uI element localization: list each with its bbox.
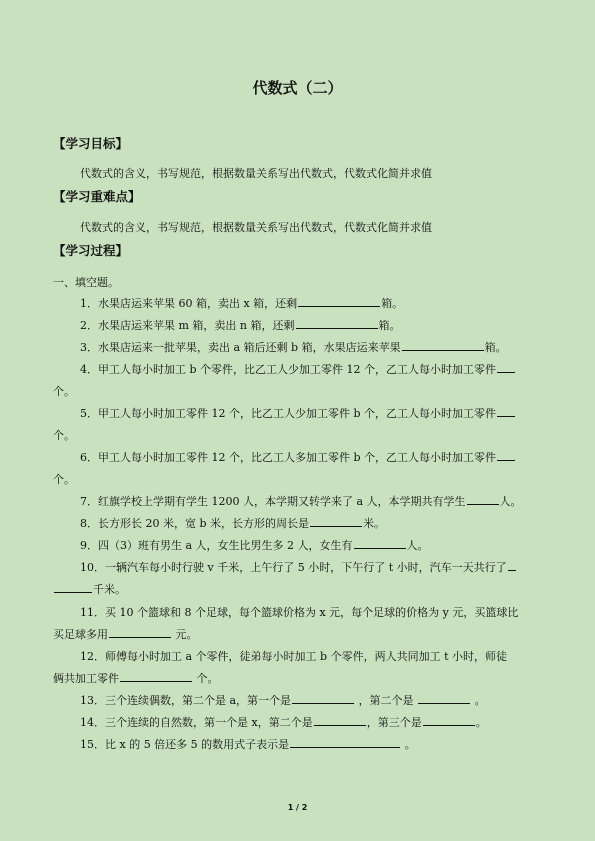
q8-text: 8．长方形长 20 米，宽 b 米，长方形的周长是 (80, 517, 310, 530)
question-1 (80, 295, 403, 311)
q12-text: 12．师傅每小时加工 a 个零件，徒弟每小时加工 b 个零件，两人共同加工 t 小时，师徒 (80, 650, 507, 663)
q6-tail: 个。 (53, 473, 75, 486)
q10-blank-b[interactable] (54, 581, 92, 593)
q12-blank[interactable] (120, 670, 192, 682)
question-4 (80, 361, 516, 377)
q5-tail: 个。 (53, 429, 75, 442)
q9-blank[interactable] (354, 537, 406, 549)
page-number: 1 / 2 (287, 803, 308, 812)
q14-blank-b[interactable] (423, 714, 475, 726)
goal-text: 代数式的含义，书写规范，根据数量关系写出代数式，代数式化简并求值 (80, 167, 432, 180)
question-15 (80, 736, 416, 752)
question-10 (80, 559, 517, 575)
q11-line2 (53, 626, 198, 642)
q2-blank[interactable] (296, 317, 378, 329)
q15-tail: 。 (404, 738, 416, 751)
q12-tail: 个。 (196, 672, 219, 685)
question-11 (80, 604, 518, 620)
q11-tail: 元。 (175, 628, 198, 641)
q3-tail: 箱。 (484, 341, 507, 354)
q15-blank[interactable] (290, 736, 400, 748)
goal-heading: 【学习目标】 (53, 136, 129, 151)
q1-tail: 箱。 (381, 297, 404, 310)
question-8 (80, 515, 385, 531)
q1-text: 1．水果店运来苹果 60 箱，卖出 x 箱，还剩 (80, 297, 298, 310)
question-2 (80, 317, 401, 333)
question-12 (80, 648, 507, 664)
q11-blank[interactable] (109, 626, 171, 638)
question-6 (80, 449, 516, 465)
q10-text: 10．一辆汽车每小时行驶 v 千米，上午行了 5 小时，下午行了 t 小时，汽车一天共行了 (80, 561, 507, 574)
q13-blank-a[interactable] (292, 692, 354, 704)
q13-text: 13．三个连续偶数，第二个是 a，第一个是 (80, 694, 292, 707)
q4-text: 4．甲工人每小时加工 b 个零件，比乙工人少加工零件 12 个，乙工人每小时加工零件 (80, 363, 497, 376)
q12-line2 (53, 670, 219, 686)
q6-text: 6．甲工人每小时加工零件 12 个，比乙工人多加工零件 b 个，乙工人每小时加工零件 (80, 451, 497, 464)
question-5 (80, 405, 516, 421)
question-7 (80, 493, 522, 509)
q6-blank[interactable] (497, 449, 515, 461)
q13-blank-b[interactable] (418, 692, 470, 704)
q4-tail: 个。 (53, 385, 75, 398)
q10-blank-a[interactable] (508, 559, 516, 571)
q14-blank-a[interactable] (314, 714, 366, 726)
key-heading: 【学习重难点】 (53, 189, 141, 204)
process-heading: 【学习过程】 (53, 243, 129, 258)
q13-tail: 。 (474, 694, 486, 707)
q9-tail: 人。 (406, 539, 429, 552)
page-title: 代数式（二） (252, 79, 343, 97)
q2-tail: 箱。 (378, 319, 401, 332)
q7-text: 7．红旗学校上学期有学生 1200 人，本学期又转学来了 a 人，本学期共有学生 (80, 495, 466, 508)
q14-tail: 。 (475, 716, 487, 729)
part-title: 一、填空题。 (53, 276, 119, 289)
question-3 (80, 339, 507, 355)
q10-line2 (53, 581, 126, 597)
q11-text: 11．买 10 个篮球和 8 个足球，每个篮球价格为 x 元，每个足球的价格为 y 元，买篮球比 (80, 606, 519, 619)
q13-text2: ，第二个是 (358, 694, 414, 707)
q3-text: 3．水果店运来一批苹果，卖出 a 箱后还剩 b 箱，水果店运来苹果 (80, 341, 401, 354)
key-text: 代数式的含义，书写规范，根据数量关系写出代数式，代数式化简并求值 (80, 221, 432, 234)
question-9 (80, 537, 429, 553)
q9-text: 9．四（3）班有男生 a 人，女生比男生多 2 人，女生有 (80, 539, 353, 552)
q1-blank[interactable] (298, 295, 380, 307)
q7-blank[interactable] (467, 493, 499, 505)
q7-tail: 人。 (499, 495, 522, 508)
q5-text: 5．甲工人每小时加工零件 12 个，比乙工人少加工零件 b 个，乙工人每小时加工零件 (80, 407, 497, 420)
q12-text2: 俩共加工零件 (53, 672, 119, 685)
q15-text: 15．比 x 的 5 倍还多 5 的数用式子表示是 (80, 738, 290, 751)
q14-text: 14．三个连续的自然数，第一个是 x，第二个是 (80, 716, 313, 729)
q8-tail: 米。 (363, 517, 386, 530)
question-14 (80, 714, 487, 730)
q3-blank[interactable] (402, 339, 484, 351)
q2-text: 2．水果店运来苹果 m 箱，卖出 n 箱，还剩 (80, 319, 295, 332)
q11-text2: 买足球多用 (53, 628, 108, 641)
q8-blank[interactable] (310, 515, 362, 527)
question-13 (80, 692, 486, 708)
q10-tail: 千米。 (93, 583, 126, 596)
q5-blank[interactable] (497, 405, 515, 417)
q4-blank[interactable] (497, 361, 515, 373)
q14-text2: ，第三个是 (366, 716, 422, 729)
